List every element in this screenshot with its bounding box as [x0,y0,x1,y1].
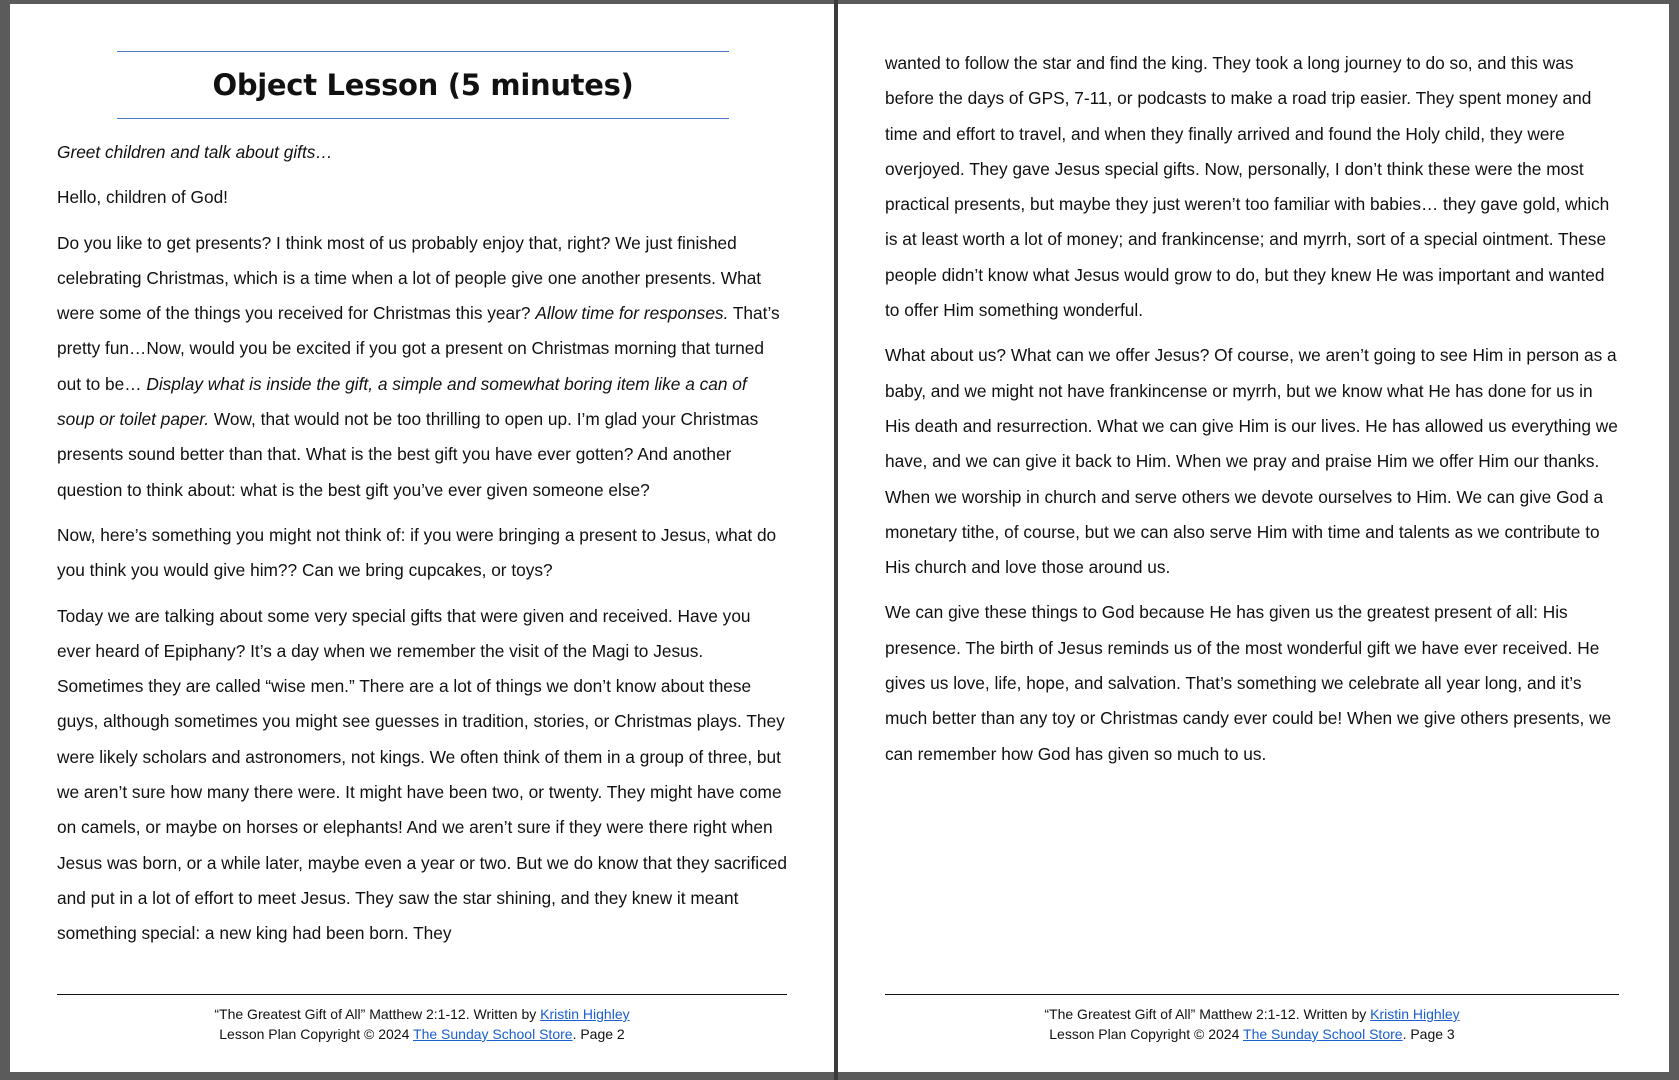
paragraph-text: That’s pretty fun…Now, would you be excited if you got a present on Christmas morning that turned out to be… [57,303,780,394]
page-title: Object Lesson (5 minutes) [212,68,634,102]
store-link[interactable]: The Sunday School Store [1243,1026,1403,1042]
page-number: . Page 3 [1402,1026,1455,1042]
stage-direction: Allow time for responses. [535,303,729,324]
footer-line-1 [57,1004,787,1024]
stage-direction: Display what is inside the gift, a simple and somewhat boring item like a can of soup or toilet paper. [57,373,747,430]
paragraph-epiphany: Today we are talking about some very special gifts that were given and received. Have you ever heard of Epiphany? It’s a day when we remember the visit of the Magi to Jesus. Sometimes they are called “wise men.” There are a lot of things we don’t know about these guys, although sometimes you might see guesses in tradition, stories, or Christmas plays. They were likely scholars and astronomers, not kings. We often think of them in a group of three, but we aren’t sure how many there were. It might have been two, or twenty. They might have come on camels, or maybe on horses or elephants! And we aren’t sure if they were there right when Jesus was born, or a while later, maybe even a year or two. But we do know that they sacrificed and put in a lot of effort to meet Jesus. They saw the star shining, and they knew it meant something special: a new king had been born. They [57,605,788,944]
paragraph-greatest-present: We can give these things to God because He has given us the greatest present of all: His presence. The birth of Jesus reminds us of the most wonderful gift we have ever received. He gives us love, life, hope, and salvation. That’s something we celebrate all year long, and it’s much better than any toy or Christmas candy ever could be! When we give others presents, we can remember how God has given so much to us. [885,602,1612,764]
paragraph-text: Do you like to get presents? I think most of us probably enjoy that, right? We just finished celebrating Christmas, which is a time when a lot of people give one another presents. What were some of the things you received for Christmas this year? [57,232,762,324]
paragraph-offer-jesus: What about us? What can we offer Jesus? Of course, we aren’t going to see Him in person as a baby, and we might not have frankincense or myrrh, but we know what He has done for us in His death and resurrection. What we can give Him is our lives. He has allowed us everything we have, and we can give it back to Him. When we pray and praise Him we offer Him our thanks. When we worship in church and serve others we devote ourselves to Him. We can give God a monetary tithe, of course, but we can also serve Him with time and talents as we contribute to His church and love those around us. [885,345,1618,578]
paragraph-journey: wanted to follow the star and find the king. They took a long journey to do so, and this was before the days of GPS, 7-11, or podcasts to make a road trip easier. They spent money and time and effort to travel, and when they finally arrived and found the Holy child, they were overjoyed. They gave Jesus special gifts. Now, personally, I don’t think these were the most practical presents, but maybe they just weren’t too familiar with babies… they gave gold, which is at least worth a lot of money; and frankincense; and myrrh, sort of a special ointment. These people didn’t know what Jesus would grow to do, but they knew He was important and wanted to offer Him something wonderful. [885,53,1610,321]
footer-citation: “The Greatest Gift of All” Matthew 2:1-12. Written by [1044,1006,1371,1022]
footer-line-2 [57,1024,787,1044]
paragraph-text: Wow, that would not be too thrilling to open up. I’m glad your Christmas presents sound better than that. What is the best gift you have ever gotten? And another question to think about: what is the best gift you’ve ever given someone else? [57,409,759,500]
paragraph-presents [57,226,787,508]
page-2-content [57,4,787,962]
page-3-content [885,4,1618,782]
author-link[interactable]: Kristin Highley [540,1006,630,1022]
document-page-2 [10,4,834,1072]
footer-copyright: Lesson Plan Copyright © 2024 [219,1026,414,1042]
page-2-footer [57,994,787,1044]
greeting-paragraph: Hello, children of God! [57,187,228,208]
store-link[interactable]: The Sunday School Store [413,1026,573,1042]
author-link[interactable]: Kristin Highley [1370,1006,1460,1022]
document-page-3 [838,4,1669,1072]
paragraph-present-to-jesus: Now, here’s something you might not think of: if you were bringing a present to Jesus, what do you think you would give him?? Can we bring cupcakes, or toys? [57,524,777,581]
page-number: . Page 2 [572,1026,625,1042]
footer-citation: “The Greatest Gift of All” Matthew 2:1-12. Written by [214,1006,541,1022]
footer-line-2 [885,1024,1619,1044]
title-block [117,51,729,119]
page-3-footer [885,994,1619,1044]
footer-line-1 [885,1004,1619,1024]
instruction-text: Greet children and talk about gifts… [57,142,333,162]
footer-copyright: Lesson Plan Copyright © 2024 [1049,1026,1244,1042]
